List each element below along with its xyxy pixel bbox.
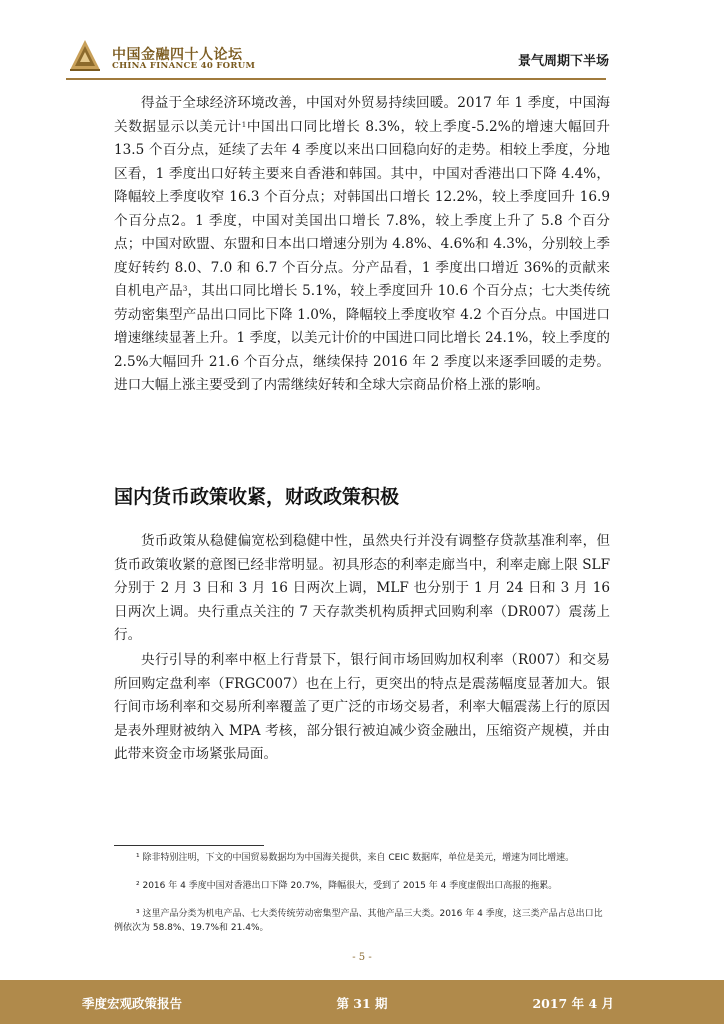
- logo-english-name: CHINA FINANCE 40 FORUM: [112, 61, 256, 71]
- footnote-divider: [114, 845, 264, 846]
- page-header: [0, 0, 724, 80]
- logo-chinese-name: 中国金融四十人论坛: [112, 47, 243, 63]
- section-heading: 国内货币政策收紧，财政政策积极: [114, 486, 400, 508]
- header-divider: [66, 78, 606, 80]
- paragraph-monetary-policy: 货币政策从稳健偏宽松到稳健中性，虽然央行并没有调整存贷款基准利率，但货币政策收紧的意图已经非常明显。初具形态的利率走廊当中，利率走廊上限 SLF 分别于 2 月 3 日和 3 月 16 日两次上调，MLF 也分别于 1 月 24 日和 3 月 16 日两次上调。央行重点关注的 7 天存款类机构质押式回购利率（DR007）震荡上行。: [114, 533, 610, 643]
- footnote-1: ¹ 除非特别注明，下文的中国贸易数据均为中国海关提供，来自 CEIC 数据库，单位是美元，增速为同比增速。: [136, 853, 575, 863]
- paragraph-trade-part-b: 中国出口同比增长 8.3%，较上季度-5.2%的增速大幅回升 13.5 个百分点，延续了去年 4 季度以来出口回稳向好的走势。相较上季度，分地区看，1 季度出口好转主要来自香港和韩国。其中，中国对香港出口下降 4.4%，降幅较上季度收窄 16.3 个百分点；对韩国出口增长 12.2%，较上季度回升 16.9 个百分点2。1 季度，中国对美国出口增长 7.8%，较上季度上升了 5.8 个百分点；中国对欧盟、东盟和日本出口增速分别为 4.8%、4.6%和 4.3%，分别较上季度好转约 8.0、7.0 和 6.7 个百分点。分产品看，1 季度出口增近 36%的贡献来自机电产品: [114, 118, 611, 299]
- page-number: - 5 -: [352, 952, 372, 963]
- paragraph-trade-part-c: ，其出口同比增长 5.1%，较上季度回升 10.6 个百分点；七大类传统劳动密集型产品出口同比下降 1.0%，降幅较上季度收窄 4.2 个百分点。中国进口增速继续显著上升。1 季度，以美元计价的中国进口同比增长 24.1%，较上季度的 2.5%大幅回升 21.6 个百分点，继续保持 2016 年 2 季度以来逐季回暖的走势。进口大幅上涨主要受到了内需继续好转和全球大宗商品价格上涨的影响。: [114, 283, 611, 393]
- paragraph-trade-part-a: 得益于全球经济环境改善，中国对外贸易持续回暖。2017 年 1 季度，中国海关数据显示以美元计: [114, 95, 610, 135]
- footnote-ref-3[interactable]: 3: [182, 285, 188, 293]
- footer-date: 2017 年 4 月: [532, 996, 614, 1011]
- footnote-3: ³ 这里产品分类为机电产品、七大类传统劳动密集型产品、其他产品三大类。2016 年 4 季度，这三类产品占总出口比例依次为 58.8%、19.7%和 21.4%。: [114, 909, 603, 933]
- report-series-title: 景气周期下半场: [517, 54, 609, 69]
- footnote-ref-1[interactable]: 1: [241, 120, 247, 129]
- page-footer: [0, 980, 724, 1024]
- footer-issue-number: 第 31 期: [336, 996, 388, 1011]
- footnote-2: ² 2016 年 4 季度中国对香港出口下降 20.7%，降幅很大，受到了 2015 年 4 季度虚假出口高报的拖累。: [136, 881, 558, 891]
- paragraph-trade: [114, 92, 610, 398]
- paragraph-interest-rates: 央行引导的利率中枢上行背景下，银行间市场回购加权利率（R007）和交易所回购定盘利率（FRGC007）也在上行，更突出的特点是震荡幅度显著加大。银行间市场利率和交易所利率覆盖了更广泛的市场交易者，利率大幅震荡上行的原因是表外理财被纳入 MPA 考核，部分银行被迫减少资金融出，压缩资产规模，并由此带来资金市场紧张局面。: [114, 652, 610, 762]
- forum-logo-icon: [68, 38, 102, 72]
- footer-report-name: 季度宏观政策报告: [82, 996, 183, 1011]
